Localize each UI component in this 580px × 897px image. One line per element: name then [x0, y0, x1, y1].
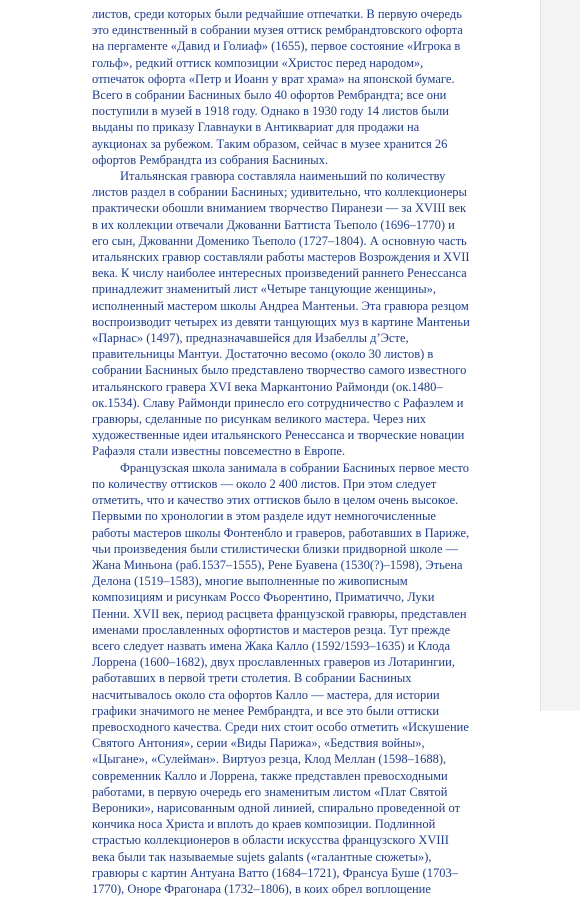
text-line: Делона (1519–1583), многие выполненные по живописным [92, 574, 408, 589]
text-line: его сын, Джованни Доменико Тьеполо (1727–1804). А основную часть [92, 233, 467, 248]
text-line: чьи произведения были стилистически близки придворной школе — [92, 541, 459, 556]
text-line: насчитывалось около ста офортов Калло — мастера, для истории [92, 687, 440, 702]
text-line: поступили в музей в 1918 году. Однако в 1930 году 14 листов были [92, 104, 449, 119]
paragraph-first-line: Французская школа занимала в собрании Басниных первое место [120, 460, 469, 475]
paragraph-first-line: Итальянская гравюра составляла наименьший по количеству [120, 169, 446, 184]
text-line: отпечаток офорта «Петр и Иоанн у врат храма» на японской бумаге. [92, 71, 455, 86]
text-line: «Цыгане», «Сулейман». Виртуоз резца, Клод Меллан (1598–1688), [92, 752, 447, 767]
text-line: собрании Басниных было представлено творчество самого известного [92, 363, 467, 378]
text-line: Первыми по хронологии в этом разделе идут немногочисленные [92, 509, 436, 524]
text-line: Вероники», нарисованным одной линией, спирально проведенной от [92, 800, 461, 815]
text-line: «Парнас» (1497), предназначавшейся для Изабеллы д’Эсте, [92, 331, 409, 346]
text-line: в их коллекции отвечали Джованни Баттиста Тьеполо (1696–1770) и [92, 217, 455, 232]
text-line: листов раздел в собрании Басниных; удивительно, что коллекционеры [92, 185, 467, 200]
text-line: графики значимого не менее Рембрандта, и все это были оттиски [92, 703, 440, 718]
page-edge [540, 0, 580, 711]
text-line: отметить, что и качество этих оттисков было в целом очень высокое. [92, 493, 459, 508]
text-line: итальянского гравера XVI века Маркантонио Раймонди (ок.1480– [92, 379, 443, 394]
text-line: выданы по приказу Главнауки в Антиквариат для продажи на [92, 120, 420, 135]
text-line: по количеству оттисков — около 2 400 листов. При этом следует [92, 476, 437, 491]
text-line: работы мастеров школы Фонтенбло и граверов, работавших в Париже, [92, 525, 470, 540]
text-line: Рафаэля стали известны повсеместно в Европе. [92, 444, 346, 459]
text-line: ок.1534). Славу Раймонди принесло его сотрудничество с Рафаэлем и [92, 395, 464, 410]
text-line: офортов Рембрандта из собрания Басниных. [92, 152, 329, 167]
text-line: правительницы Мантуи. Достаточно весомо (около 30 листов) в [92, 347, 434, 362]
text-line: художественные идеи итальянского Ренессанса и творческие новации [92, 428, 465, 443]
text-line: композициям и рисункам Россо Фьорентино, Приматиччо, Луки [92, 590, 435, 605]
text-line: гравюры с картин Антуана Ватто (1684–1721), Франсуа Буше (1703– [92, 865, 458, 880]
text-line: века. К числу наиболее интересных произведений раннего Ренессанса [92, 266, 467, 281]
text-line: работавших в первой трети столетия. В собрании Басниных [92, 671, 412, 686]
text-line: 1770), Оноре Фрагонара (1732–1806), в коих обрел воплощение [92, 881, 431, 896]
document-text [92, 6, 512, 897]
text-line: аукционах за рубежом. Таким образом, сейчас в музее хранится 26 [92, 136, 448, 151]
text-line: гравюры, сделанные по рисункам великого мастера. Через них [92, 412, 427, 427]
text-line: Жана Миньона (раб.1537–1555), Рене Буавена (1530(?)–1598), Этьена [92, 557, 463, 572]
text-line: листов, среди которых были редчайшие отпечатки. В первую очередь [92, 7, 462, 21]
text-line: воспроизводит четырех из девяти танцующих муз в картине Мантеньи [92, 314, 470, 329]
text-line: превосходного качества. Среди них стоит особо отметить «Искушение [92, 719, 469, 734]
text-line: именами прославленных офортистов и мастеров резца. Тут прежде [92, 622, 451, 637]
text-line: кончика носа Христа и вплоть до краев композиции. Подлинной [92, 817, 436, 832]
text-line: страстью коллекционеров в области искусства французского XVIII [92, 833, 449, 848]
text-line: Пенни. XVII век, период расцвета французской гравюры, представлен [92, 606, 467, 621]
text-line: исполненный мастером школы Андреа Мантеньи. Эта гравюра резцом [92, 298, 469, 313]
text-line: Святого Антония», серии «Виды Парижа», «Бедствия войны», [92, 736, 425, 751]
text-line: всего следует назвать имена Жака Калло (1592/1593–1635) и Клода [92, 638, 450, 653]
text-line: гольф», редкий оттиск композиции «Христос перед народом», [92, 55, 424, 70]
text-line: практически обошли вниманием творчество Пиранези — за XVIII век [92, 201, 467, 216]
text-line: на пергаменте «Давид и Голиаф» (1655), первое состояние «Игрока в [92, 39, 461, 54]
text-line: это единственный в собрании музея оттиск рембрандтовского офорта [92, 23, 463, 38]
text-line: Лоррена (1600–1682), двух прославленных граверов из Лотарингии, [92, 655, 455, 670]
text-line: итальянских гравюр составляли работы мастеров Возрождения и XVII [92, 250, 470, 265]
text-line: работами, в первую очередь его знаменитым листом «Плат Святой [92, 784, 448, 799]
text-line: века были так называемые sujets galants («галантные сюжеты»), [92, 849, 432, 864]
text-line: принадлежит знаменитый лист «Четыре танцующие женщины», [92, 282, 436, 297]
text-line: Всего в собрании Басниных было 40 офортов Рембрандта; все они [92, 88, 447, 103]
text-line: современник Калло и Лоррена, также представлен превосходными [92, 768, 448, 783]
